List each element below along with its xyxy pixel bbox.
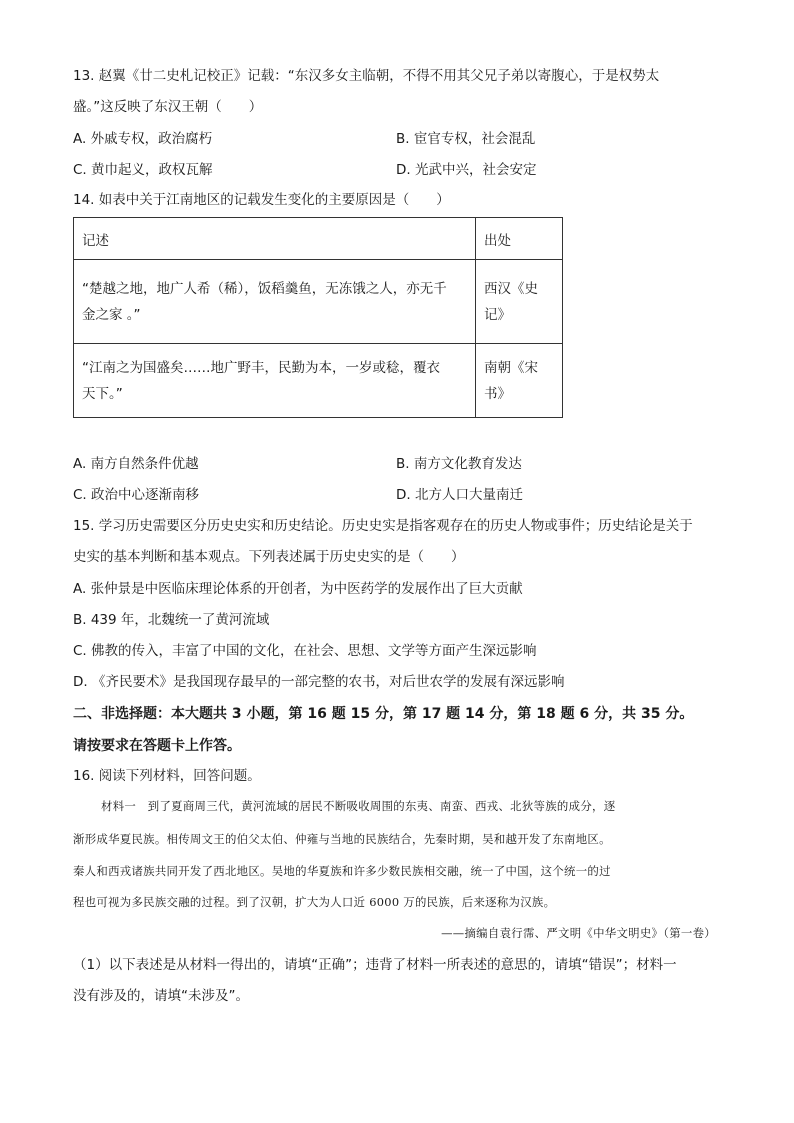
q14-option-c: C. 政治中心逐渐南移 (73, 487, 200, 503)
q14-option-a: A. 南方自然条件优越 (73, 456, 199, 472)
source-line: 记》 (484, 306, 511, 323)
q16-material-line1: 材料一 到了夏商周三代，黄河流域的居民不断吸收周围的东夷、南蛮、西戎、北狄等族的成分，逐 (101, 799, 616, 813)
table-cell-record (74, 344, 476, 418)
q16-material-line3: 秦人和西戎诸族共同开发了西北地区。吴地的华夏族和许多少数民族相交融，统一了中国，这个统一的过 (73, 864, 611, 878)
q15-option-c: C. 佛教的传入，丰富了中国的文化，在社会、思想、文学等方面产生深远影响 (73, 643, 537, 659)
section2-heading-line1: 二、非选择题：本大题共 3 小题，第 16 题 15 分，第 17 题 14 分，第 18 题 6 分，共 35 分。 (73, 706, 694, 722)
table-cell-record (74, 260, 476, 344)
source-line: 南朝《宋 (484, 359, 538, 376)
section2-heading-line2: 请按要求在答题卡上作答。 (73, 738, 241, 754)
table-header-source: 出处 (476, 218, 563, 260)
q15-option-b: B. 439 年，北魏统一了黄河流域 (73, 612, 270, 628)
q16-material-line4: 程也可视为多民族交融的过程。到了汉朝，扩大为人口近 6000 万的民族，后来逐称为汉族。 (73, 895, 556, 909)
record-line: 天下。” (82, 385, 123, 402)
q13-stem-line1: 13. 赵翼《廿二史札记校正》记载：“东汉多女主临朝，不得不用其父兄子弟以寄腹心，于是权势太 (73, 68, 660, 84)
q14-option-d: D. 北方人口大量南迁 (396, 487, 523, 503)
q13-option-c: C. 黄巾起义，政权瓦解 (73, 162, 213, 178)
record-line: “楚越之地，地广人希（稀），饭稻羹鱼，无冻饿之人，亦无千 (82, 280, 447, 297)
record-line: 金之家 。” (82, 306, 141, 323)
record-line: “江南之为国盛矣……地广野丰，民勤为本，一岁或稔，覆衣 (82, 359, 440, 376)
q14-table (73, 217, 563, 418)
q16-material-line2: 渐形成华夏民族。相传周文王的伯父太伯、仲雍与当地的民族结合，先秦时期，吴和越开发了东南地区。 (73, 832, 611, 846)
q13-option-a: A. 外戚专权，政治腐朽 (73, 131, 213, 147)
table-header-record: 记述 (74, 218, 476, 260)
q16-sub1-line2: 没有涉及的，请填“未涉及”。 (73, 988, 249, 1004)
q15-option-a: A. 张仲景是中医临床理论体系的开创者，为中医药学的发展作出了巨大贡献 (73, 581, 523, 597)
table-cell-source (476, 344, 563, 418)
q13-option-d: D. 光武中兴，社会安定 (396, 162, 537, 178)
q14-option-b: B. 南方文化教育发达 (396, 456, 522, 472)
q16-sub1-line1: （1）以下表述是从材料一得出的，请填“正确”；违背了材料一所表述的意思的，请填“错误”；材料一 (73, 957, 677, 973)
source-line: 西汉《史 (484, 280, 538, 297)
q13-stem-line2: 盛。”这反映了东汉王朝（ ） (73, 99, 263, 115)
q16-stem: 16. 阅读下列材料，回答问题。 (73, 768, 261, 784)
q13-option-b: B. 宦官专权，社会混乱 (396, 131, 536, 147)
source-line: 书》 (484, 385, 511, 402)
q16-material-source: ——摘编自袁行霈、严文明《中华文明史》（第一卷） (441, 926, 716, 940)
table-cell-source (476, 260, 563, 344)
q15-option-d: D. 《齐民要术》是我国现存最早的一部完整的农书，对后世农学的发展有深远影响 (73, 674, 565, 690)
table-row (74, 344, 563, 418)
q15-stem-line2: 史实的基本判断和基本观点。下列表述属于历史史实的是（ ） (73, 549, 465, 565)
table-row (74, 260, 563, 344)
table-header-row (74, 218, 563, 260)
q15-stem-line1: 15. 学习历史需要区分历史史实和历史结论。历史史实是指客观存在的历史人物或事件；历史结论是关于 (73, 518, 693, 534)
q14-stem: 14. 如表中关于江南地区的记载发生变化的主要原因是（ ） (73, 192, 450, 208)
